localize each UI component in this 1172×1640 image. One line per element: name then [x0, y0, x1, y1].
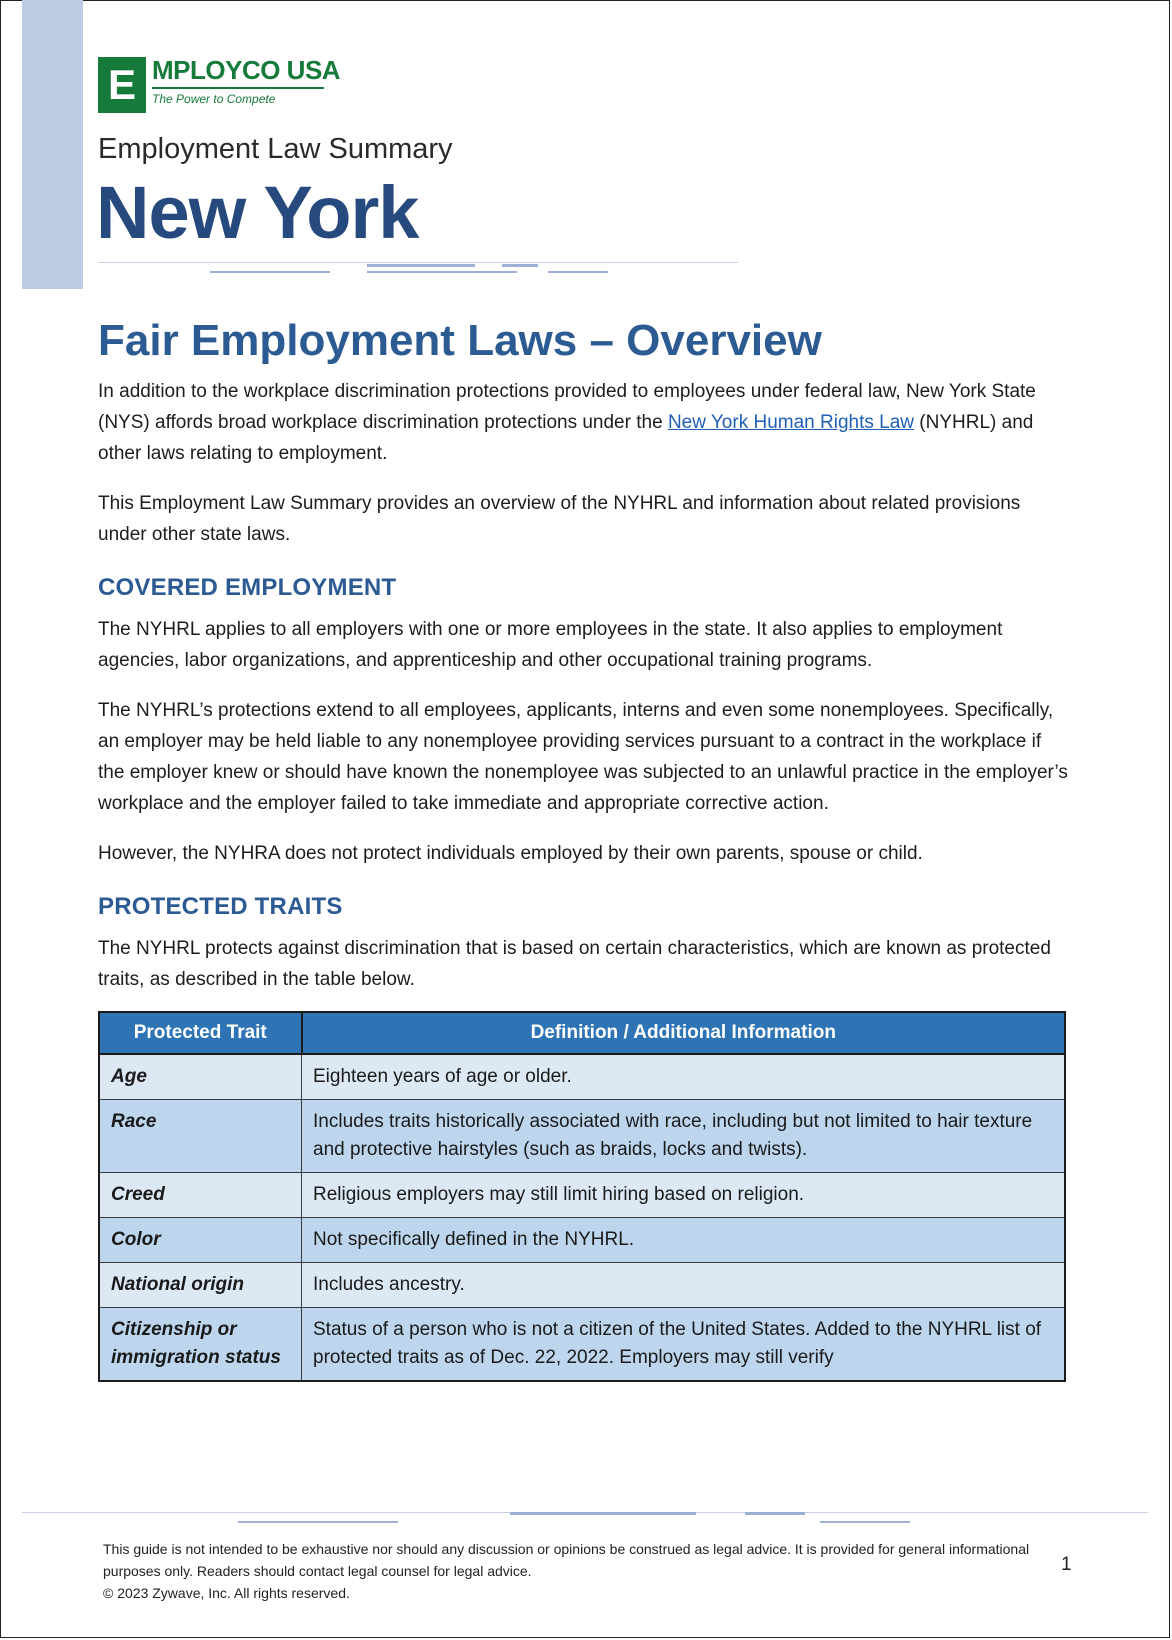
table-header-trait: Protected Trait	[99, 1012, 302, 1054]
covered-employment-paragraph: The NYHRL applies to all employers with one or more employees in the state. It also applies to employment agencies, labor organizations, and apprenticeship and other occupational training programs.	[98, 619, 1003, 671]
table-row	[99, 1100, 1065, 1173]
footer-divider-accent	[820, 1521, 910, 1523]
protected-traits-table	[98, 1011, 1066, 1382]
covered-employment-paragraph: The NYHRL’s protections extend to all employees, applicants, interns and even some nonemployees. Specifically, an employer may be held liable to any nonemployee providing services pursuant to a contract in the workplace if the employer knew or should have known the nonemployee was subjected to an unlawful practice in the employer’s workplace and the employer failed to take immediate and appropriate corrective action.	[98, 700, 1068, 814]
intro-paragraph	[98, 376, 1068, 469]
definition-cell: Status of a person who is not a citizen of the United States. Added to the NYHRL list of protected traits as of Dec. 22, 2022. Employers may still verify	[302, 1308, 1066, 1382]
footer	[103, 1538, 1033, 1604]
document-series-title: Employment Law Summary	[98, 133, 453, 165]
footer-copyright: © 2023 Zywave, Inc. All rights reserved.	[103, 1585, 350, 1601]
trait-cell: Creed	[99, 1173, 302, 1218]
table-header-row	[99, 1012, 1065, 1054]
definition-cell: Religious employers may still limit hiring based on religion.	[302, 1173, 1066, 1218]
header-divider	[98, 262, 738, 263]
main-content	[98, 316, 1068, 1382]
header-divider-accent	[548, 271, 608, 273]
footer-divider-accent	[510, 1512, 696, 1515]
table-row	[99, 1263, 1065, 1308]
trait-cell: Age	[99, 1054, 302, 1100]
trait-cell: Color	[99, 1218, 302, 1263]
definition-cell: Eighteen years of age or older.	[302, 1054, 1066, 1100]
definition-cell: Not specifically defined in the NYHRL.	[302, 1218, 1066, 1263]
header-accent-band	[22, 0, 83, 289]
state-title: New York	[96, 171, 419, 254]
page-title: Fair Employment Laws – Overview	[98, 316, 822, 365]
table-row	[99, 1218, 1065, 1263]
table-row	[99, 1173, 1065, 1218]
section-heading-covered-employment: COVERED EMPLOYMENT	[98, 574, 397, 601]
logo-tagline: The Power to Compete	[152, 92, 276, 106]
definition-cell: Includes ancestry.	[302, 1263, 1066, 1308]
page-number: 1	[1061, 1554, 1072, 1575]
summary-paragraph: This Employment Law Summary provides an overview of the NYHRL and information about related provisions under other state laws.	[98, 493, 1021, 545]
header-divider-accent	[367, 264, 475, 267]
trait-cell: Race	[99, 1100, 302, 1173]
footer-divider-accent	[745, 1512, 805, 1515]
nyhrl-link[interactable]: New York Human Rights Law	[667, 412, 915, 433]
header-divider-accent	[367, 271, 517, 273]
footer-disclaimer: This guide is not intended to be exhaustive nor should any discussion or opinions be construed as legal advice. It is provided for general informational purposes only. Readers should contact legal counsel for legal advice.	[103, 1541, 1030, 1579]
footer-divider-accent	[238, 1521, 398, 1523]
trait-cell: Citizenship or immigration status	[99, 1308, 302, 1382]
header-divider-accent	[502, 264, 538, 267]
logo-mark: E	[98, 57, 146, 113]
logo-underline	[152, 87, 324, 89]
covered-employment-paragraph: However, the NYHRA does not protect individuals employed by their own parents, spouse or child.	[98, 843, 923, 864]
trait-cell: National origin	[99, 1263, 302, 1308]
intro-text-end: (NYHRL) and other laws relating to employment.	[98, 412, 1034, 464]
table-row	[99, 1054, 1065, 1100]
protected-traits-intro: The NYHRL protects against discrimination that is based on certain characteristics, which are known as protected traits, as described in the table below.	[98, 938, 1051, 990]
logo-wordmark: MPLOYCO USA	[152, 55, 341, 85]
definition-cell: Includes traits historically associated with race, including but not limited to hair texture and protective hairstyles (such as braids, locks and twists).	[302, 1100, 1066, 1173]
table-row	[99, 1308, 1065, 1382]
table-header-definition: Definition / Additional Information	[302, 1012, 1066, 1054]
section-heading-protected-traits: PROTECTED TRAITS	[98, 893, 343, 920]
header-divider-accent	[210, 271, 330, 273]
intro-text: In addition to the workplace discrimination protections provided to employees under federal law, New York State (NYS) affords broad workplace discrimination protections under the	[98, 381, 1036, 433]
